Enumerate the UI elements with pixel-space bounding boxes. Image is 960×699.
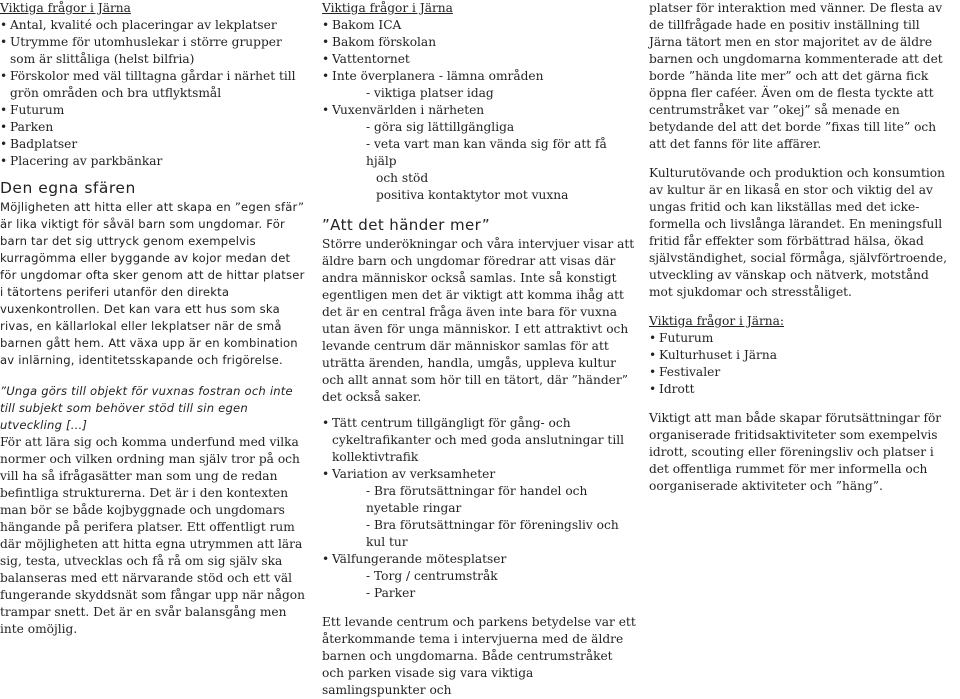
bullet-icon: • bbox=[649, 348, 657, 362]
bullet-icon: • bbox=[649, 331, 657, 345]
bullet-icon: • bbox=[0, 120, 8, 134]
col2-heading: Viktiga frågor i Järna bbox=[322, 1, 453, 15]
col3-bullet-list bbox=[649, 330, 954, 398]
bullet-icon: • bbox=[649, 382, 657, 396]
col2-bullet-list-3 bbox=[322, 551, 637, 568]
bullet-icon: • bbox=[322, 552, 330, 566]
bullet-icon: • bbox=[322, 69, 330, 83]
list-item: • Futurum bbox=[0, 103, 65, 117]
col2-vux-list bbox=[322, 102, 637, 119]
col3-heading: Viktiga frågor i Järna: bbox=[649, 314, 785, 328]
list-item: • Förskolor med väl tilltagna gårdar i närhet till grön områden och bra utflyktsmål bbox=[0, 69, 296, 100]
sub-item: - göra sig lättillgängliga bbox=[366, 120, 515, 134]
bullet-icon: • bbox=[0, 137, 8, 151]
col1-heading: Viktiga frågor i Järna bbox=[0, 1, 131, 15]
list-item: • Bakom ICA bbox=[322, 18, 402, 32]
sub-item: - viktiga platser idag bbox=[366, 86, 494, 100]
paragraph: Viktigt att man både skapar förutsättningar för organiserade fritidsaktiviteter som exempelvis idrott, scouting eller föreningsliv och platser i det offentliga rummet för mer informella och oorganiserade aktiviteter och ”häng”. bbox=[649, 411, 942, 493]
col2-bullet-list-2 bbox=[322, 415, 637, 483]
column-1 bbox=[0, 0, 305, 638]
list-item: • Variation av verksamheter bbox=[322, 467, 496, 481]
bullet-icon: • bbox=[322, 52, 330, 66]
list-item: • Välfungerande mötesplatser bbox=[322, 552, 507, 566]
sub-item: - Torg / centrumstråk bbox=[366, 569, 498, 583]
paragraph: Kulturutövande och produktion och konsumtion av kultur är en likaså en stor och viktig del av ungas fritid och kan likställas med det icke-formella och livslånga lärandet. En meningsfull fritid får effekter som förbättrad hälsa, ökad självständighet, social förmåga, självförtroende, utveckling av vänskap och nätverk, motstånd mot sjukdomar och stresståliget. bbox=[649, 166, 947, 299]
bullet-icon: • bbox=[322, 103, 330, 117]
sub-item: positiva kontaktytor mot vuxna bbox=[376, 188, 569, 202]
list-item: • Badplatser bbox=[0, 137, 78, 151]
bullet-icon: • bbox=[649, 365, 657, 379]
sub-item: - Bra förutsättningar för föreningsliv och kul tur bbox=[366, 518, 619, 549]
bullet-icon: • bbox=[0, 35, 8, 49]
list-item: • Festivaler bbox=[649, 365, 721, 379]
list-item: • Inte överplanera - lämna områden bbox=[322, 69, 544, 83]
list-item: • Parken bbox=[0, 120, 54, 134]
column-2 bbox=[322, 0, 637, 699]
list-item: • Vattentornet bbox=[322, 52, 410, 66]
column-3 bbox=[649, 0, 954, 495]
bullet-icon: • bbox=[0, 103, 8, 117]
quote-heading: ”Unga görs till objekt för vuxnas fostran och inte till subjekt som behöver stöd till sin egen utveckling [...] bbox=[0, 384, 293, 432]
section-title: Den egna sfären bbox=[0, 179, 136, 197]
list-item: • Futurum bbox=[649, 331, 714, 345]
sub-item: - Parker bbox=[366, 586, 416, 600]
list-item: • Kulturhuset i Järna bbox=[649, 348, 777, 362]
list-item: • Vuxenvärlden i närheten bbox=[322, 103, 485, 117]
sub-item: - Bra förutsättningar för handel och nyetable ringar bbox=[366, 484, 588, 515]
list-item: • Placering av parkbänkar bbox=[0, 154, 163, 168]
variation-sub-list bbox=[322, 483, 637, 551]
list-item: • Idrott bbox=[649, 382, 695, 396]
col1-bullet-list bbox=[0, 17, 305, 170]
section-body: Möjligheten att hitta eller att skapa en ”egen sfär” är lika viktigt för såväl barn som ungdomar. För barn tar det sig uttryck genom exempelvis kurragömma eller byggande av kojor medan det för ungdomar ofta sker genom att de hittar platser i tätortens periferi utanför den direkta vuxenkontrollen. Det kan vara ett hus som ska rivas, en källarlokal eller lekplatser när de små barnen gått hem. Att växa upp är en kombination av inlärning, identitetsskapande och frigörelse. bbox=[0, 200, 305, 367]
list-item: • Utrymme för utomhuslekar i större grupper som är slittåliga (helst bilfria) bbox=[0, 35, 282, 66]
bullet-icon: • bbox=[322, 467, 330, 481]
list-item: • Tätt centrum tillgängligt för gång- och cykeltrafikanter och med goda anslutningar till kollektivtrafik bbox=[322, 416, 625, 464]
paragraph: Större underökningar och våra intervjuer visar att äldre barn och ungdomar föredrar att visas där andra människor också samlas. Inte så konstigt egentligen men det är viktigt att komma ihåg att det är en central fråga även inte bara för vuxna utan även för unga människor. I ett attraktivt och levande centrum där människor samlas för att uträtta ärenden, handla, umgås, uppleva kultur och allt annat som hör till en tätort, där ”händer” det också saker. bbox=[322, 237, 635, 404]
bullet-icon: • bbox=[322, 416, 330, 430]
bullet-icon: • bbox=[0, 69, 8, 83]
bullet-icon: • bbox=[322, 35, 330, 49]
paragraph: Ett levande centrum och parkens betydelse var ett återkommande tema i intervjuerna med de äldre barnen och ungdomarna. Både centrumstråket och parken visade sig vara viktiga samlingspunkter och bbox=[322, 615, 636, 697]
list-item: • Antal, kvalité och placeringar av lekplatser bbox=[0, 18, 277, 32]
bullet-icon: • bbox=[322, 18, 330, 32]
big-quote: ”Att det händer mer” bbox=[322, 216, 490, 234]
quote-body: För att lära sig och komma underfund med vilka normer och vilken ordning man själv tror på och vill ha så ifrågasätter man som ung de redan befintliga strukturerna. Det är i den kontexten man bör se både kojbyggnade och ungdomars hängande på perifera platser. Ett offentligt rum där möjligheten att hitta egna utrymmen att lära sig, testa, utvecklas och få rå om sig själv ska balanseras med ett närvarande stöd och ett väl fungerande skyddsnät som fångar upp när någon trampar snett. Det är en svår balansgång men inte omöjlig. bbox=[0, 435, 305, 636]
bullet-icon: • bbox=[0, 18, 8, 32]
sub-item: - veta vart man kan vända sig för att få hjälp bbox=[366, 137, 607, 168]
list-item: • Bakom förskolan bbox=[322, 35, 437, 49]
bullet-icon: • bbox=[0, 154, 8, 168]
col2-bullet-list bbox=[322, 17, 637, 85]
paragraph: platser för interaktion med vänner. De flesta av de tillfrågade hade en positiv inställning till Järna tätort men en stor majoritet av de äldre barnen och ungdomarna kommenterade att det borde ”hända lite mer” och att det gärna fick öppna fler caféer. Även om de flesta tyckte att centrumstråket var ”okej” så menade en betydande del att det borde ”fixas till lite” och att det fanns för lite affärer. bbox=[649, 1, 943, 151]
sub-item: och stöd bbox=[376, 171, 429, 185]
